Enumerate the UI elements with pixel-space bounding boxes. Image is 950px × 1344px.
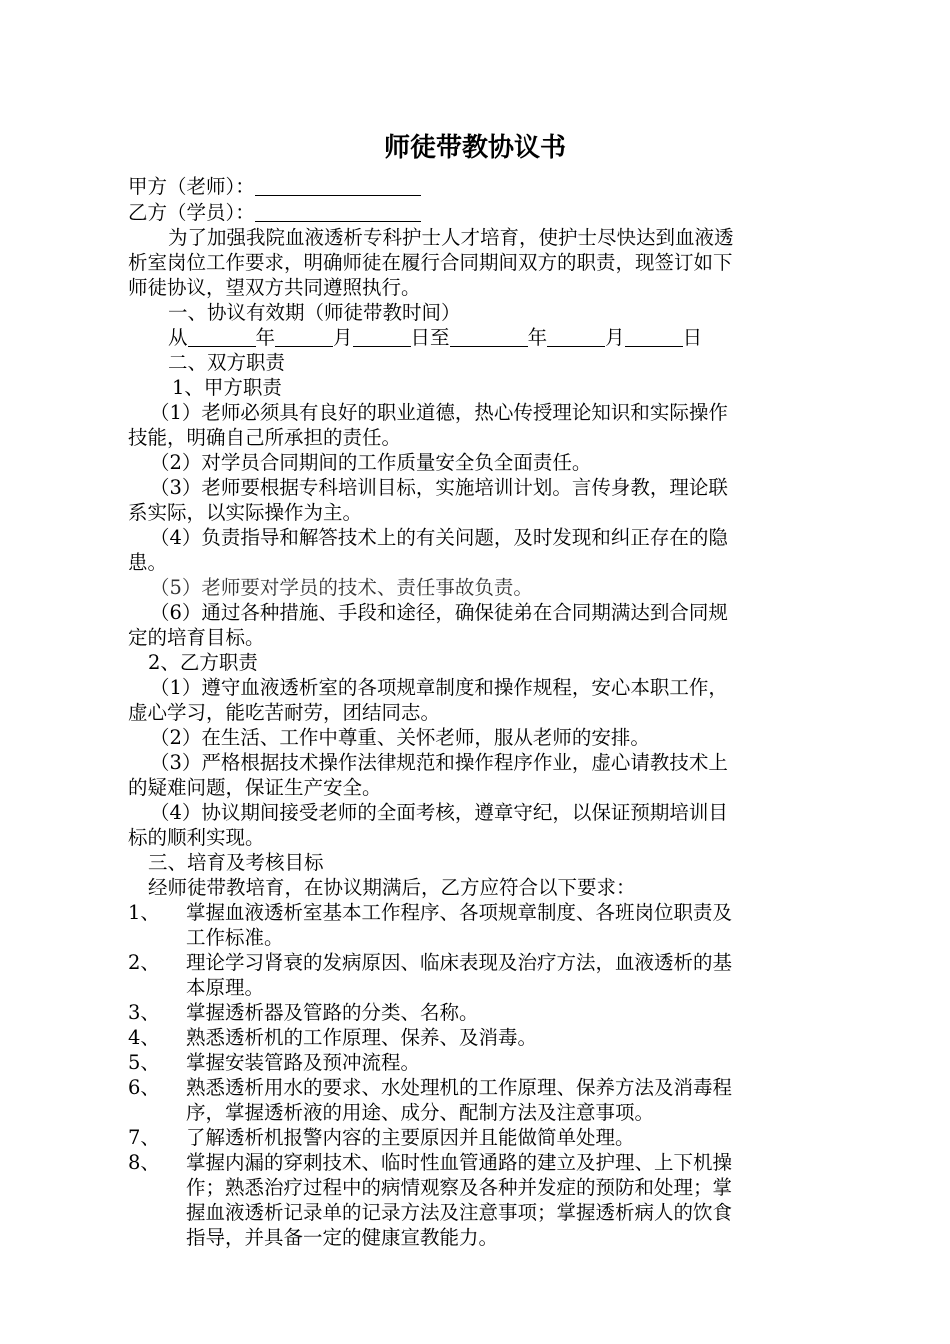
intro-line: 为了加强我院血液透析专科护士人才培育，使护士尽快达到血液透 — [168, 226, 734, 249]
duty-line: 的疑难问题，保证生产安全。 — [128, 776, 382, 799]
intro-line: 师徒协议，望双方共同遵照执行。 — [128, 276, 421, 299]
blank — [353, 326, 411, 347]
blank — [275, 326, 333, 347]
goal-line: 掌握血液透析室基本工作程序、各项规章制度、各班岗位职责及 — [186, 901, 733, 924]
duty-line: 标的顺利实现。 — [128, 826, 265, 849]
goal-line: 理论学习肾衰的发病原因、临床表现及治疗方法，血液透析的基 — [186, 951, 733, 974]
duty-line: （2）在生活、工作中尊重、关怀老师，服从老师的安排。 — [150, 726, 650, 749]
duty-line: 定的培育目标。 — [128, 626, 265, 649]
period-year-label: 年 — [527, 326, 548, 349]
duty-line: （2）对学员合同期间的工作质量安全负全面责任。 — [150, 451, 592, 474]
party-a-label: 甲方（老师）： — [128, 175, 255, 198]
section1-heading: 一、协议有效期（师徒带教时间） — [168, 301, 461, 324]
period-from-label: 从 — [168, 326, 188, 349]
blank — [450, 326, 528, 347]
goal-line: 熟悉透析机的工作原理、保养、及消毒。 — [186, 1026, 538, 1049]
goal-number: 6、 — [128, 1076, 160, 1099]
duty-line: 患。 — [128, 551, 168, 574]
section3-heading: 三、培育及考核目标 — [148, 851, 324, 874]
goal-number: 8、 — [128, 1151, 160, 1174]
goal-number: 4、 — [128, 1026, 160, 1049]
section3-intro: 经师徒带教培育，在协议期满后，乙方应符合以下要求： — [148, 876, 636, 899]
goal-line: 工作标准。 — [186, 926, 284, 949]
party-b-blank — [255, 201, 421, 222]
duty-line: （3）老师要根据专科培训目标，实施培训计划。言传身教，理论联 — [150, 476, 728, 499]
goal-number: 3、 — [128, 1001, 160, 1024]
duty-line: （4）负责指导和解答技术上的有关问题，及时发现和纠正存在的隐 — [150, 526, 728, 549]
goal-line: 指导，并具备一定的健康宣教能力。 — [186, 1226, 499, 1249]
goal-line: 本原理。 — [186, 976, 265, 999]
period-year-label: 年 — [255, 326, 276, 349]
period-month-label: 月 — [333, 326, 353, 349]
blank — [625, 326, 683, 347]
period-day-label: 日 — [682, 326, 703, 349]
goal-number: 5、 — [128, 1051, 160, 1074]
party-a-blank — [255, 175, 421, 196]
goal-line: 了解透析机报警内容的主要原因并且能做简单处理。 — [186, 1126, 635, 1149]
goal-line: 作；熟悉治疗过程中的病情观察及各种并发症的预防和处理；掌 — [186, 1176, 733, 1199]
duty-line: （1）遵守血液透析室的各项规章制度和操作规程，安心本职工作， — [150, 676, 728, 699]
duty-line: 系实际，以实际操作为主。 — [128, 501, 363, 524]
party-b-line — [128, 200, 421, 226]
party-a-duties-heading: 1、甲方职责 — [172, 376, 282, 399]
goal-line: 掌握透析器及管路的分类、名称。 — [186, 1001, 479, 1024]
duty-line: （5）老师要对学员的技术、责任事故负责。 — [150, 576, 533, 599]
duty-line: （3）严格根据技术操作法律规范和操作程序作业，虚心请教技术上 — [150, 751, 728, 774]
document-title: 师徒带教协议书 — [383, 133, 566, 163]
party-b-label: 乙方（学员）： — [128, 201, 255, 224]
goal-line: 序，掌握透析液的用途、成分、配制方法及注意事项。 — [186, 1101, 655, 1124]
duty-line: 技能，明确自己所承担的责任。 — [128, 426, 402, 449]
period-dayto-label: 日至 — [410, 326, 450, 349]
goal-line: 握血液透析记录单的记录方法及注意事项；掌握透析病人的饮食 — [186, 1201, 733, 1224]
duty-line: （4）协议期间接受老师的全面考核，遵章守纪，以保证预期培训目 — [150, 801, 728, 824]
period-line — [168, 325, 702, 351]
intro-line: 析室岗位工作要求，明确师徒在履行合同期间双方的职责，现签订如下 — [128, 251, 733, 274]
duty-line: 虚心学习，能吃苦耐劳，团结同志。 — [128, 701, 441, 724]
duty-line: （6）通过各种措施、手段和途径，确保徒弟在合同期满达到合同规 — [150, 601, 728, 624]
goal-number: 1、 — [128, 901, 160, 924]
goal-line: 熟悉透析用水的要求、水处理机的工作原理、保养方法及消毒程 — [186, 1076, 733, 1099]
party-b-duties-heading: 2、乙方职责 — [148, 651, 258, 674]
goal-number: 7、 — [128, 1126, 160, 1149]
section2-heading: 二、双方职责 — [168, 351, 286, 374]
duty-line: （1）老师必须具有良好的职业道德，热心传授理论知识和实际操作 — [150, 401, 728, 424]
period-month-label: 月 — [605, 326, 625, 349]
goal-line: 掌握内漏的穿刺技术、临时性血管通路的建立及护理、上下机操 — [186, 1151, 733, 1174]
party-a-line — [128, 174, 421, 200]
goal-line: 掌握安装管路及预冲流程。 — [186, 1051, 421, 1074]
goal-number: 2、 — [128, 951, 160, 974]
blank — [188, 326, 256, 347]
blank — [547, 326, 605, 347]
